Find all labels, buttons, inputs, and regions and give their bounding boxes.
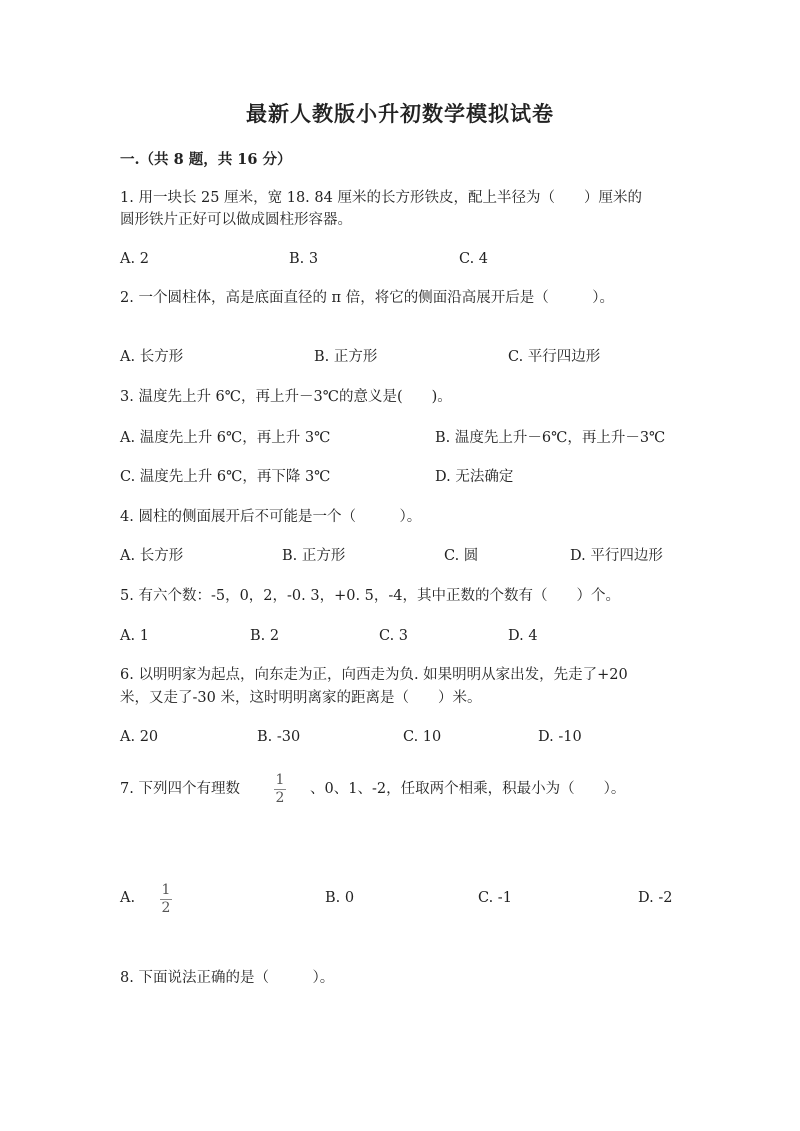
question-7-option-d: D. -2	[638, 890, 673, 906]
question-7-option-c: C. -1	[478, 890, 512, 906]
question-5-text: 5. 有六个数：-5，0，2，-0. 3，+0. 5，-4，其中正数的个数有（ ）个。	[120, 588, 621, 604]
question-6-option-a: A. 20	[120, 729, 159, 745]
fraction-denominator: 2	[161, 900, 171, 916]
question-4-option-c: C. 圆	[444, 548, 479, 564]
question-2-option-c: C. 平行四边形	[508, 349, 601, 365]
question-2-option-a: A. 长方形	[120, 349, 184, 365]
question-8-text: 8. 下面说法正确的是（ ）。	[120, 970, 335, 986]
question-4-option-b: B. 正方形	[282, 548, 346, 564]
question-6-text: 6. 以明明家为起点，向东走为正，向西走为负. 如果明明从家出发，先走了+20	[120, 667, 628, 683]
question-4-option-d: D. 平行四边形	[570, 548, 663, 564]
fraction-numerator: 1	[161, 882, 171, 898]
fraction-one-half	[273, 773, 287, 806]
question-4-text: 4. 圆柱的侧面展开后不可能是一个（ ）。	[120, 509, 422, 525]
question-5-option-a: A. 1	[120, 628, 149, 644]
question-6-option-d: D. -10	[538, 729, 582, 745]
page-title: 最新人教版小升初数学模拟试卷	[246, 101, 554, 126]
question-6-option-c: C. 10	[403, 729, 442, 745]
fraction-denominator: 2	[275, 790, 285, 806]
question-1-option-c: C. 4	[459, 251, 489, 267]
question-3-option-d: D. 无法确定	[435, 469, 514, 485]
question-3-option-a: A. 温度先上升 6℃，再上升 3℃	[120, 430, 331, 446]
question-3-option-b: B. 温度先上升－6℃，再上升－3℃	[435, 430, 666, 446]
question-5-option-b: B. 2	[250, 628, 280, 644]
question-2-text: 2. 一个圆柱体，高是底面直径的 π 倍，将它的侧面沿高展开后是（ ）。	[120, 290, 614, 306]
question-2-option-b: B. 正方形	[314, 349, 378, 365]
question-5-option-c: C. 3	[379, 628, 409, 644]
fraction-numerator: 1	[275, 772, 285, 788]
question-7-option-a: A.	[120, 890, 136, 906]
question-7-text: 7. 下列四个有理数	[120, 781, 240, 797]
question-7-option-b: B. 0	[325, 890, 355, 906]
question-5-option-d: D. 4	[508, 628, 538, 644]
question-1-text: 1. 用一块长 25 厘米，宽 18. 84 厘米的长方形铁皮，配上半径为（ ）厘米的	[120, 190, 642, 206]
question-1-option-b: B. 3	[289, 251, 319, 267]
fraction-one-half-option	[159, 883, 173, 916]
question-1-text-cont: 圆形铁片正好可以做成圆柱形容器。	[120, 212, 352, 228]
section-heading: 一.（共 8 题，共 16 分）	[120, 151, 292, 168]
question-1-option-a: A. 2	[120, 251, 149, 267]
question-3-option-c: C. 温度先上升 6℃，再下降 3℃	[120, 469, 331, 485]
question-3-text: 3. 温度先上升 6℃，再上升－3℃的意义是( )。	[120, 389, 452, 405]
question-4-option-a: A. 长方形	[120, 548, 184, 564]
question-6-option-b: B. -30	[257, 729, 301, 745]
question-6-text-cont: 米，又走了-30 米，这时明明离家的距离是（ ）米。	[120, 690, 482, 706]
question-7-text-cont: 、0、1、-2，任取两个相乘，积最小为（ ）。	[310, 781, 626, 797]
